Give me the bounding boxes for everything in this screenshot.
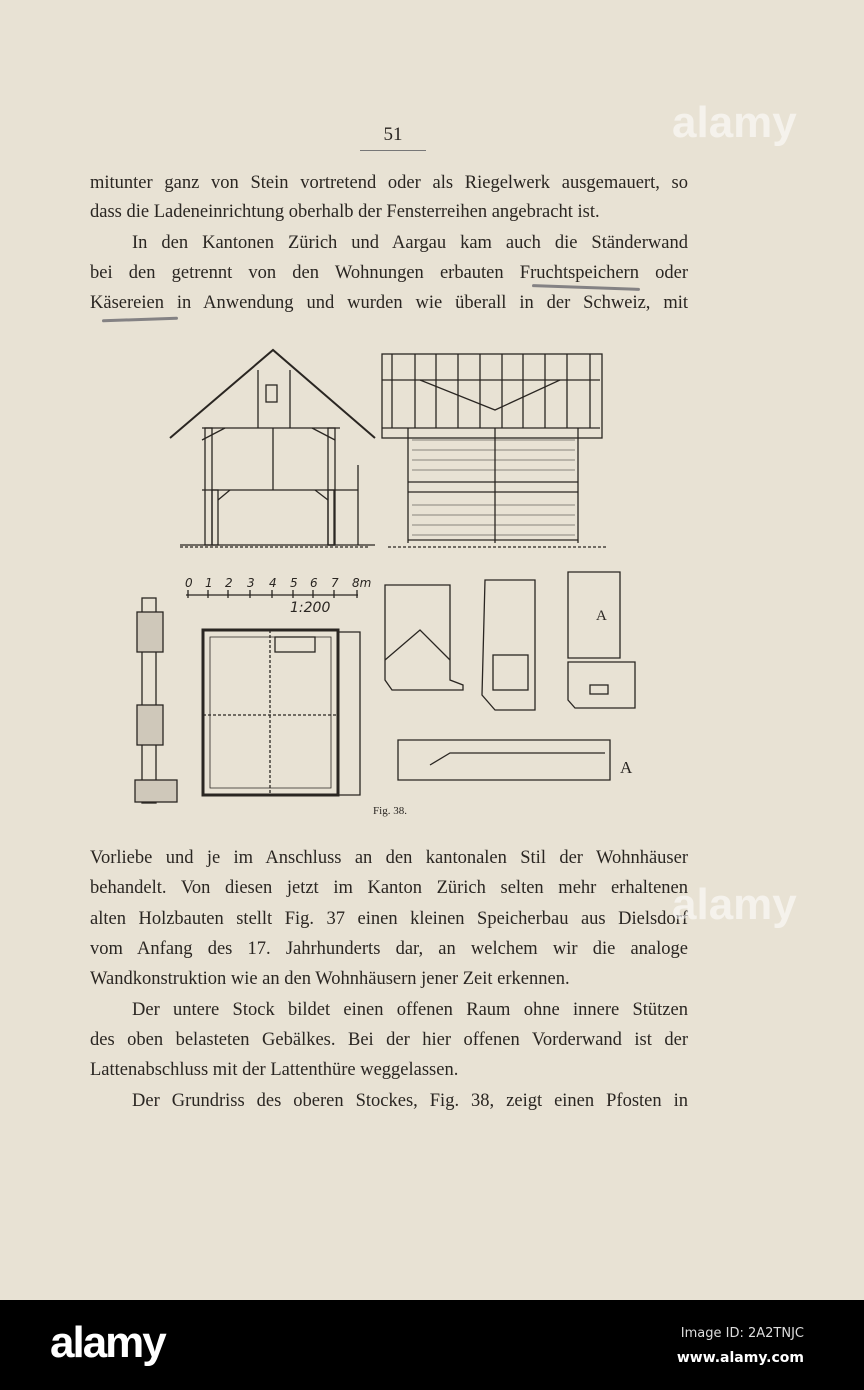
- text-line: mitunter ganz von Stein vortretend oder als Riegelwerk ausgemauert, so: [90, 173, 688, 193]
- scale-tick-label: 4: [269, 576, 277, 590]
- text-line: bei den getrennt von den Wohnungen erbauten Fruchtspeichern oder: [90, 263, 688, 283]
- floor-plan-drawing: [203, 630, 360, 795]
- text-line: behandelt. Von diesen jetzt im Kanton Zürich selten mehr erhaltenen: [90, 878, 688, 898]
- page-number: 51: [360, 124, 426, 151]
- pencil-underline: [102, 317, 178, 323]
- watermark-logo: alamy: [672, 880, 797, 929]
- text-line: Käsereien in Anwendung und wurden wie überall in der Schweiz, mit: [90, 293, 688, 313]
- text-line: dass die Ladeneinrichtung oberhalb der Fensterreihen angebracht ist.: [90, 202, 600, 222]
- scale-bar: [186, 590, 358, 598]
- scale-tick-label: 1: [205, 576, 213, 590]
- scale-tick-label: 6: [310, 576, 318, 590]
- watermark-logo: alamy: [672, 98, 797, 147]
- figure-caption: Fig. 38.: [373, 805, 407, 817]
- figure-38-drawing: [130, 340, 650, 810]
- pencil-underline: [532, 284, 640, 291]
- text-line: Wandkonstruktion wie an den Wohnhäusern jener Zeit erkennen.: [90, 969, 570, 989]
- site-url: www.alamy.com: [676, 1350, 804, 1366]
- text-line: Vorliebe und je im Anschluss an den kantonalen Stil der Wohnhäuser: [90, 848, 688, 868]
- scale-tick-label: 2: [225, 576, 233, 590]
- text-line: Der untere Stock bildet einen offenen Raum ohne innere Stützen: [132, 1000, 688, 1020]
- scale-tick-label: 7: [331, 576, 339, 590]
- elevation-drawing: [382, 354, 608, 547]
- cross-section-drawing: [170, 350, 375, 547]
- text-line: des oben belasteten Gebälkes. Bei der hier offenen Vorderwand ist der: [90, 1030, 688, 1050]
- text-line: vom Anfang des 17. Jahrhunderts dar, an welchem wir die analoge: [90, 939, 688, 959]
- text-line: In den Kantonen Zürich und Aargau kam auch die Ständerwand: [132, 233, 688, 253]
- scale-tick-label: 3: [247, 576, 255, 590]
- scale-tick-label: 0: [185, 576, 193, 590]
- label-a: A: [596, 608, 607, 624]
- text-line: alten Holzbauten stellt Fig. 37 einen kleinen Speicherbau aus Dielsdorf: [90, 909, 688, 929]
- image-id: Image ID: 2A2TNJC: [680, 1326, 804, 1341]
- text-line: Lattenabschluss mit der Lattenthüre weggelassen.: [90, 1060, 459, 1080]
- wall-section-drawing: [135, 598, 177, 803]
- joint-details-drawing: [385, 572, 635, 780]
- scale-tick-label: 5: [290, 576, 298, 590]
- text-line: Der Grundriss des oberen Stockes, Fig. 38, zeigt einen Pfosten in: [132, 1091, 688, 1111]
- watermark-footer: [0, 1300, 864, 1390]
- alamy-logo: alamy: [50, 1318, 165, 1367]
- scale-ratio: 1:200: [290, 600, 331, 616]
- label-a: A: [620, 758, 633, 777]
- scale-tick-label: 8m: [352, 576, 372, 590]
